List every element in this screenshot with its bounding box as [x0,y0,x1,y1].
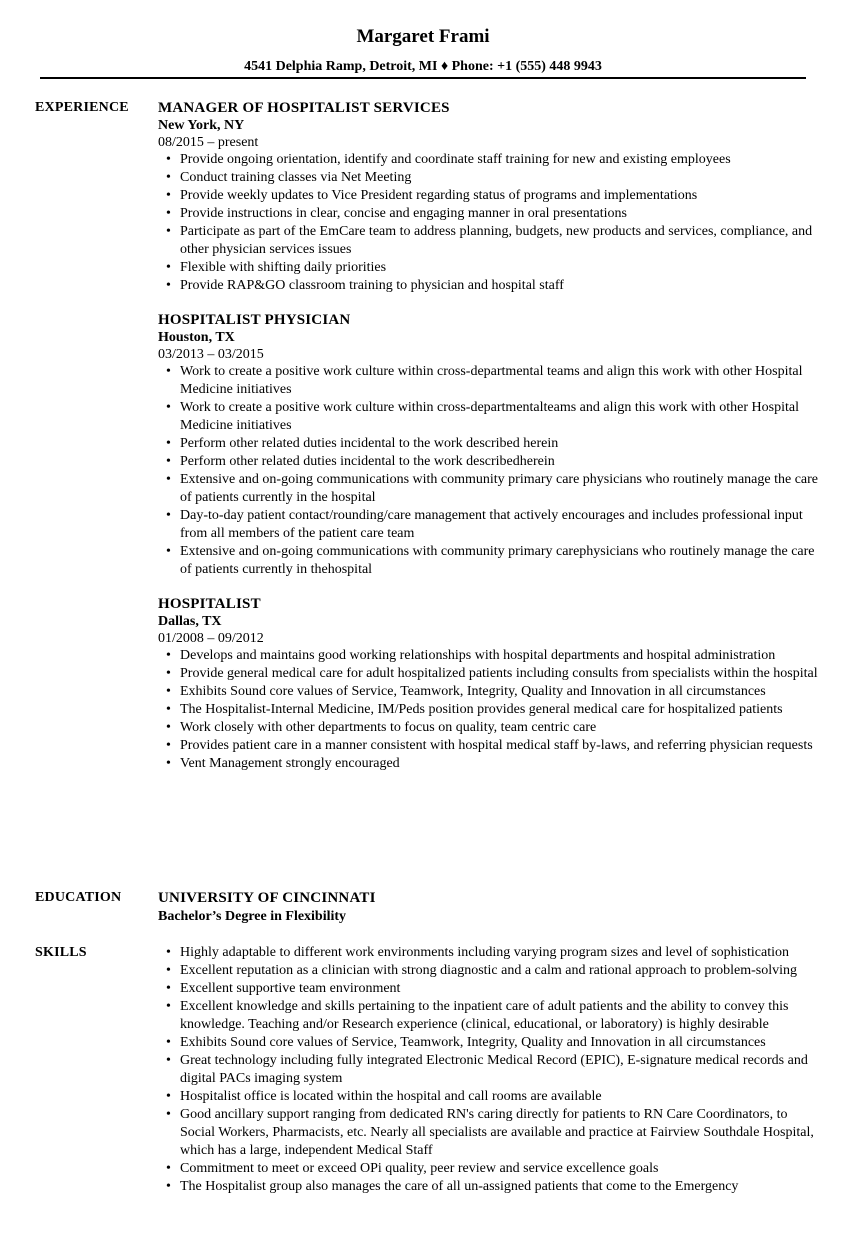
bullet-item: • The Hospitalist-Internal Medicine, IM/Peds position provides general medical care for hospitalized patients [180,701,818,719]
job-bullets [158,363,818,579]
skill-item: • Commitment to meet or exceed OPi quality, peer review and service excellence goals [180,1160,818,1178]
bullet-item: • Provide ongoing orientation, identify and coordinate staff training for new and existing employees [180,151,818,169]
job-entry [158,595,818,773]
bullet-item: • Work closely with other departments to focus on quality, team centric care [180,719,818,737]
job-title: HOSPITALIST PHYSICIAN [158,312,351,328]
job-title: MANAGER OF HOSPITALIST SERVICES [158,100,450,116]
experience-list [158,99,818,789]
skill-item: • Excellent knowledge and skills pertaining to the inpatient care of adult patients and the ability to convey this knowledge. Teaching and/or Research experience (clinical, educational, or laboratory) is highly desirable [180,998,818,1034]
bullet-item: • Provide instructions in clear, concise and engaging manner in oral presentations [180,205,818,223]
skill-item: • Exhibits Sound core values of Service, Teamwork, Integrity, Quality and Innovation in all circumstances [180,1034,818,1052]
bullet-item: • Provide weekly updates to Vice President regarding status of programs and implementations [180,187,818,205]
header-divider [40,77,806,79]
job-entry [158,311,818,579]
education-entry [158,889,818,927]
job-location: Houston, TX [158,330,235,345]
bullet-item: • Perform other related duties incidental to the work describedherein [180,453,818,471]
job-location: New York, NY [158,118,245,133]
bullet-item: • Work to create a positive work culture within cross-departmentalteams and align this work with other Hospital Medicine initiatives [180,399,818,435]
bullet-item: • Develops and maintains good working relationships with hospital departments and hospital administration [180,647,818,665]
bullet-item: • Participate as part of the EmCare team to address planning, budgets, new products and services, compliance, and other physician services issues [180,223,818,259]
skills-entry [158,944,818,1196]
bullet-item: • Work to create a positive work culture within cross-departmental teams and align this work with other Hospital Medicine initiatives [180,363,818,399]
bullet-item: • Provide RAP&GO classroom training to physician and hospital staff [180,277,818,295]
job-location: Dallas, TX [158,614,222,629]
skill-item: • Excellent supportive team environment [180,980,818,998]
skill-item: • The Hospitalist group also manages the care of all un-assigned patients that come to the Emergency [180,1178,818,1196]
degree: Bachelor’s Degree in Flexibility [158,909,347,924]
bullet-item: • Vent Management strongly encouraged [180,755,818,773]
bullet-item: • Provide general medical care for adult hospitalized patients including consults from specialists within the hospital [180,665,818,683]
skills-heading: SKILLS [35,945,87,960]
experience-heading: EXPERIENCE [35,100,129,115]
job-dates: 01/2008 – 09/2012 [158,631,264,646]
candidate-name: Margaret Frami [356,26,490,47]
bullet-item: • Exhibits Sound core values of Service, Teamwork, Integrity, Quality and Innovation in all circumstances [180,683,818,701]
skill-item: • Great technology including fully integrated Electronic Medical Record (EPIC), E-signature medical records and digital PACs imaging system [180,1052,818,1088]
skill-item: • Highly adaptable to different work environments including varying program sizes and level of sophistication [180,944,818,962]
skill-item: • Hospitalist office is located within the hospital and call rooms are available [180,1088,818,1106]
bullet-item: • Extensive and on-going communications with community primary care physicians who routinely manage the care of patients currently in the hospital [180,471,818,507]
job-bullets [158,647,818,773]
job-entry [158,99,818,295]
school-name: UNIVERSITY OF CINCINNATI [158,890,376,906]
job-title: HOSPITALIST [158,596,261,612]
skills-list [158,944,818,1196]
skill-item: • Good ancillary support ranging from dedicated RN's caring directly for patients to RN Care Coordinators, to Social Workers, Pharmacists, etc. Nearly all specialists are available and practice at Fairview Southdale Hospital, which has a large, independent Medical Staff [180,1106,818,1160]
bullet-item: • Provides patient care in a manner consistent with hospital medical staff by-laws, and referring physician requests [180,737,818,755]
job-dates: 03/2013 – 03/2015 [158,347,264,362]
bullet-item: • Extensive and on-going communications with community primary carephysicians who routinely manage the care of patients currently in thehospital [180,543,818,579]
bullet-item: • Perform other related duties incidental to the work described herein [180,435,818,453]
job-dates: 08/2015 – present [158,135,259,150]
job-bullets [158,151,818,295]
bullet-item: • Flexible with shifting daily priorities [180,259,818,277]
education-heading: EDUCATION [35,890,122,905]
contact-line: 4541 Delphia Ramp, Detroit, MI ♦ Phone: +1 (555) 448 9943 [244,59,602,74]
skill-item: • Excellent reputation as a clinician with strong diagnostic and a calm and rational approach to problem-solving [180,962,818,980]
bullet-item: • Conduct training classes via Net Meeting [180,169,818,187]
bullet-item: • Day-to-day patient contact/rounding/care management that actively encourages and includes professional input from all members of the patient care team [180,507,818,543]
